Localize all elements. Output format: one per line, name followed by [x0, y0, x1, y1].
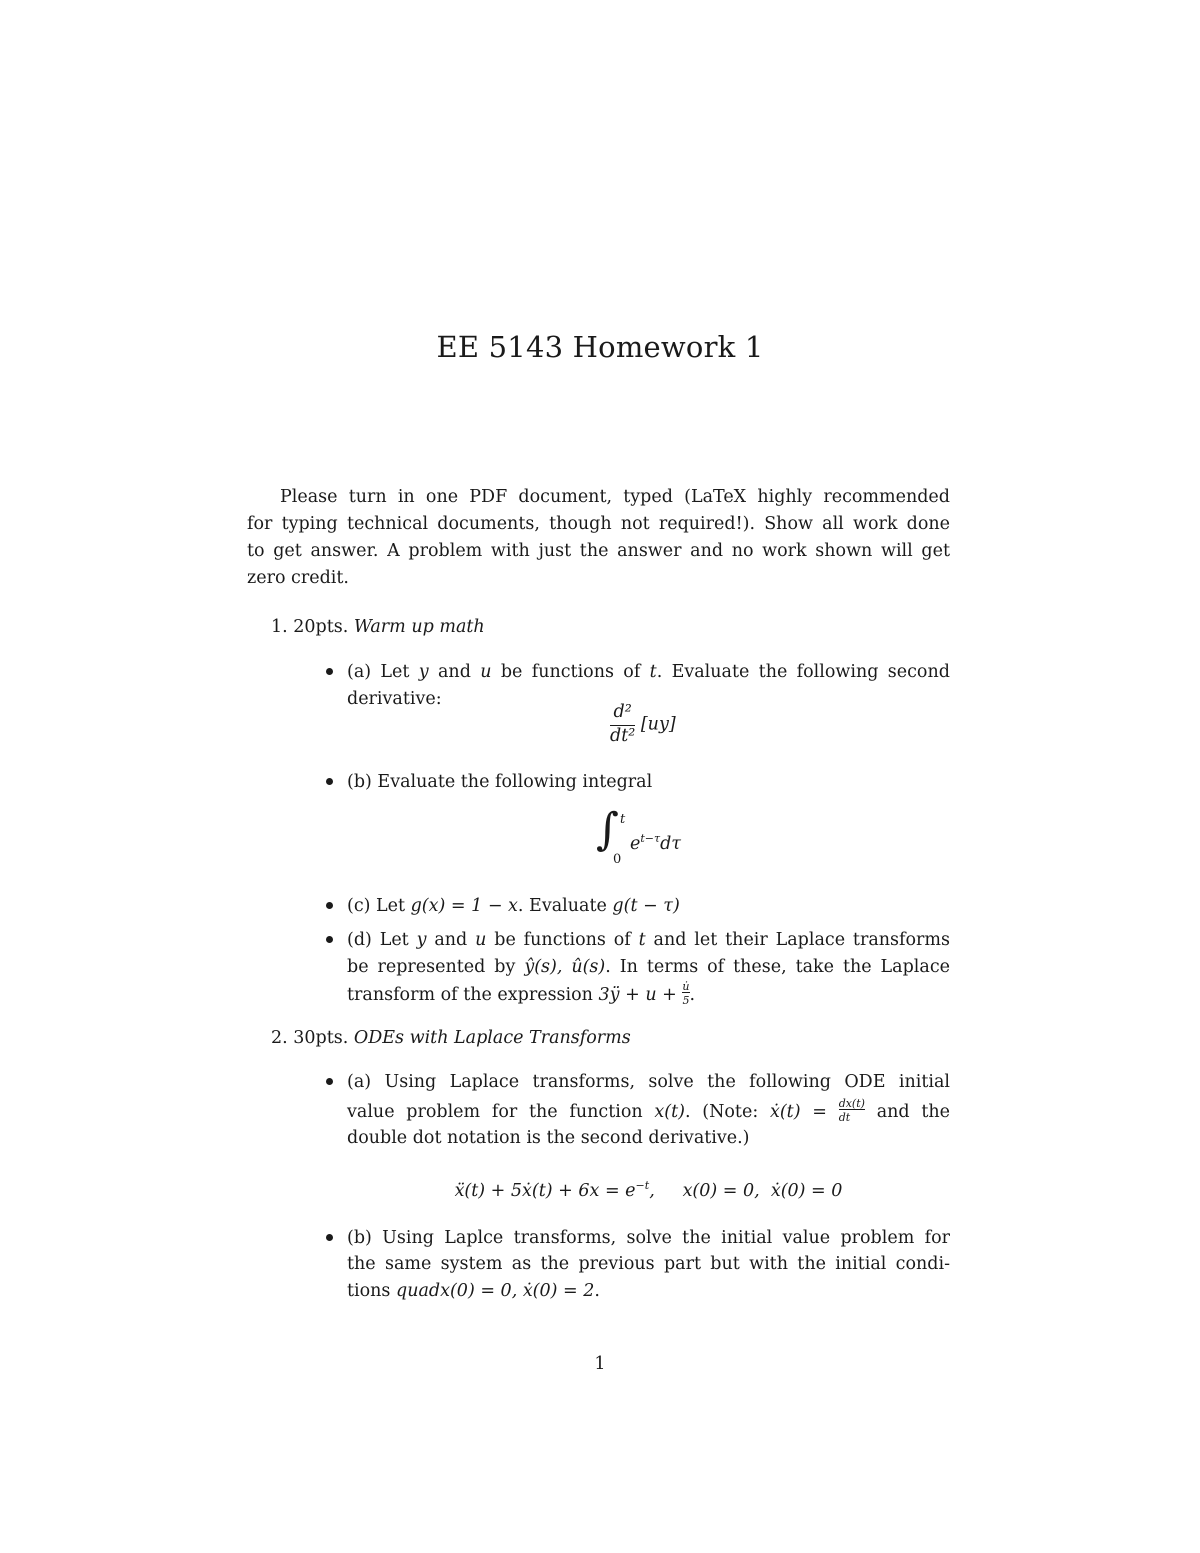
fraction-denominator: dt [839, 1109, 865, 1123]
text: . [689, 985, 696, 1005]
part-2a-line-3: double dot notation is the second derivative.) [347, 1128, 750, 1148]
ode-initial-conditions: , x(0) = 0, ẋ(0) = 0 [649, 1180, 843, 1201]
problem-topic: Warm up math [353, 617, 485, 637]
integrand [630, 832, 681, 854]
part-2b-line-3 [347, 1278, 600, 1304]
integrand-base: e [630, 833, 641, 854]
part-2a-line-1: (a) Using Laplace transforms, solve the following ODE initial [347, 1072, 950, 1092]
part-label: (c) Let [347, 896, 406, 916]
math-expr: ẋ(t) = [769, 1102, 827, 1122]
text: and [434, 930, 468, 950]
part-1d-line-1 [347, 927, 950, 953]
math-var: u [480, 662, 492, 682]
math-var: u [475, 930, 487, 950]
text: . Evaluate [517, 896, 607, 916]
text: be represented by [347, 957, 516, 977]
math-var: y [418, 662, 429, 682]
ode-exponent: −t [635, 1179, 650, 1192]
text: . Evaluate the following second [656, 662, 950, 682]
problem-points: 20pts. [293, 617, 349, 637]
text: be functions of [494, 930, 631, 950]
bullet-icon [326, 668, 333, 675]
fraction-denominator: dt² [610, 725, 636, 746]
part-2b-line-2: the same system as the previous part but with the initial condi- [347, 1254, 950, 1274]
problem-2-heading [271, 1025, 631, 1051]
text: tions [347, 1281, 391, 1301]
ode-expression: ẍ(t) + 5ẋ(t) + 6x = e [454, 1180, 636, 1201]
part-1a-line-1 [347, 659, 950, 685]
math-expr: ŷ(s), û(s) [524, 957, 606, 977]
part-2a-line-2 [347, 1098, 950, 1125]
text: . (Note: [684, 1102, 759, 1122]
text: . [594, 1281, 600, 1301]
equation-second-derivative [610, 704, 676, 745]
text: transform of the expression [347, 985, 593, 1005]
derivative-fraction [610, 704, 635, 745]
intro-line: for typing technical documents, though not required!). Show all work done [247, 514, 950, 534]
fraction-denominator: 5 [682, 994, 690, 1007]
bullet-icon [326, 902, 333, 909]
inline-fraction [839, 1098, 865, 1123]
math-expr: g(t − τ) [612, 896, 680, 916]
part-1c-line [347, 893, 680, 919]
math-var: t [638, 930, 646, 950]
fraction-numerator: d² [613, 702, 632, 722]
intro-line: Please turn in one PDF document, typed (LaTeX highly recommended [280, 487, 950, 507]
bullet-icon [326, 778, 333, 785]
equation-integral [596, 804, 706, 872]
math-expr: quadx(0) = 0, ẋ(0) = 2 [396, 1281, 595, 1301]
math-expr: x(t) [654, 1102, 685, 1122]
equation-ode [347, 1173, 950, 1204]
problem-number: 2. [271, 1028, 288, 1048]
integral-sign-icon: ∫ [596, 804, 619, 855]
fraction-numerator: u̇ [682, 980, 690, 993]
integral-lower-limit: 0 [613, 852, 622, 867]
integral-upper-limit: t [620, 812, 626, 827]
problem-topic: ODEs with Laplace Transforms [353, 1028, 631, 1048]
part-1d-line-3 [347, 981, 695, 1008]
part-1d-line-2 [347, 954, 950, 980]
math-var: y [416, 930, 427, 950]
part-1b-line: (b) Evaluate the following integral [347, 772, 653, 792]
page-title: EE 5143 Homework 1 [436, 330, 764, 364]
integrand-exponent: t−τ [640, 832, 661, 845]
math-expr: 3ÿ + u + [598, 985, 677, 1005]
text: be functions of [500, 662, 641, 682]
part-2b-line-1: (b) Using Laplce transforms, solve the initial value problem for [347, 1228, 950, 1248]
part-1a-line-2: derivative: [347, 689, 442, 709]
text: value problem for the function [347, 1102, 643, 1122]
integrand-differential: dτ [660, 833, 681, 854]
part-label: (d) Let [347, 930, 409, 950]
inline-fraction [682, 981, 689, 1006]
part-label: (a) Let [347, 662, 410, 682]
math-var: t [649, 662, 657, 682]
page-number: 1 [594, 1354, 606, 1374]
math-expr: g(x) = 1 − x [410, 896, 518, 916]
text: . In terms of these, take the Laplace [605, 957, 950, 977]
bullet-icon [326, 936, 333, 943]
problem-number: 1. [271, 617, 288, 637]
text: and let their Laplace transforms [653, 930, 950, 950]
problem-1-heading [271, 614, 485, 640]
intro-line: zero credit. [247, 568, 349, 588]
intro-line: to get answer. A problem with just the answer and no work shown will get [247, 541, 950, 561]
text: and the [876, 1102, 950, 1122]
bullet-icon [326, 1078, 333, 1085]
problem-points: 30pts. [293, 1028, 349, 1048]
bullet-icon [326, 1234, 333, 1241]
bracket-expression: [uy] [640, 714, 676, 735]
fraction-numerator: dx(t) [838, 1097, 865, 1110]
text: and [437, 662, 471, 682]
